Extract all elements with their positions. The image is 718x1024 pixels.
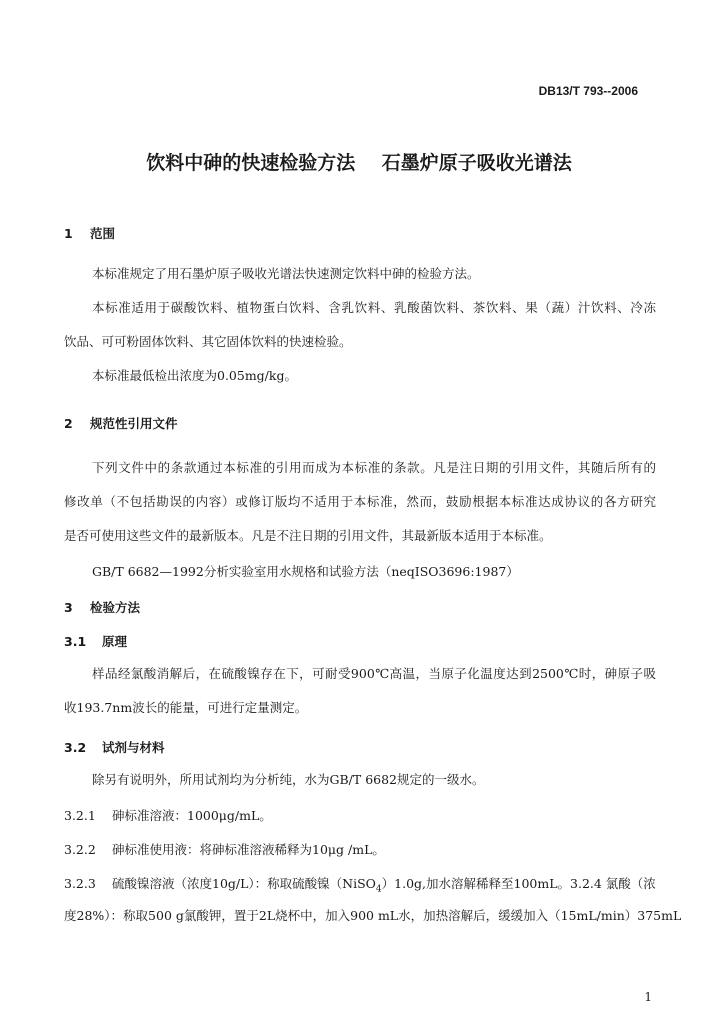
clause-number: 3.2.2 [64, 842, 96, 857]
clause-text: 硫酸镍溶液（浓度10g/L）：称取硫酸镍（NiSO [112, 876, 376, 891]
clause-text: 砷标准溶液：1000μg/mL。 [112, 808, 272, 823]
paragraph: 饮品、可可粉固体饮料、其它固体饮料的快速检验。 [64, 334, 352, 349]
section-number: 3.1 [64, 634, 87, 649]
clause-number: 3.2.1 [64, 808, 96, 823]
paragraph: 除另有说明外，所用试剂均为分析纯，水为GB/T 6682规定的一级水。 [92, 772, 485, 787]
section-title: 范围 [90, 226, 116, 241]
document-code: DB13/T 793--2006 [538, 84, 638, 98]
paragraph: 下列文件中的条款通过本标准的引用而成为本标准的条款。凡是注日期的引用文件，其随后所有的 [92, 460, 656, 475]
paragraph: 修改单（不包括勘误的内容）或修订版均不适用于本标准，然而，鼓励根据本标准达成协议的各方研究 [64, 494, 656, 509]
section-number: 3.2 [64, 740, 87, 755]
section-2-heading [64, 414, 178, 432]
section-title: 规范性引用文件 [90, 416, 178, 431]
paragraph: 本标准适用于碳酸饮料、植物蛋白饮料、含乳饮料、乳酸菌饮料、茶饮料、果（蔬）汁饮料、冷冻 [92, 300, 656, 315]
clause-3-2-2 [64, 840, 385, 858]
section-title: 原理 [102, 634, 128, 649]
document-title: 饮料中砷的快速检验方法 石墨炉原子吸收光谱法 [146, 152, 572, 174]
paragraph: 本标准最低检出浓度为0.05mg/kg。 [92, 368, 297, 383]
section-number: 1 [64, 226, 73, 241]
section-1-heading [64, 224, 115, 242]
section-title: 检验方法 [90, 600, 141, 615]
section-number: 2 [64, 416, 73, 431]
subscript: 4 [375, 884, 382, 895]
section-title: 试剂与材料 [102, 740, 165, 755]
paragraph: 是否可使用这些文件的最新版本。凡是不注日期的引用文件，其最新版本适用于本标准。 [64, 528, 552, 543]
page-number: 1 [644, 990, 652, 1004]
clause-text: 砷标准使用液：将砷标准溶液稀释为10μg /mL。 [112, 842, 385, 857]
clause-text: ）1.0g,加水溶解稀释至100mL。3.2.4 氯酸（浓 [381, 876, 656, 891]
paragraph: 收193.7nm波长的能量，可进行定量测定。 [64, 700, 308, 715]
clause-3-2-1 [64, 806, 272, 824]
clause-3-2-3 [64, 874, 656, 895]
paragraph: 样品经氯酸消解后，在硫酸镍存在下，可耐受900℃高温，当原子化温度达到2500℃时，砷原子吸 [92, 666, 656, 681]
section-number: 3 [64, 600, 73, 615]
section-3-heading [64, 598, 140, 616]
reference-item: GB/T 6682—1992分析实验室用水规格和试验方法（neqISO3696:1987） [92, 564, 519, 579]
section-3-1-heading [64, 632, 127, 650]
section-3-2-heading [64, 738, 165, 756]
paragraph: 本标准规定了用石墨炉原子吸收光谱法快速测定饮料中砷的检验方法。 [92, 266, 480, 281]
paragraph: 度28%）：称取500 g氯酸钾，置于2L烧杯中，加入900 mL水，加热溶解后，缓缓加入（15mL/min）375mL [64, 908, 682, 923]
clause-number: 3.2.3 [64, 876, 96, 891]
